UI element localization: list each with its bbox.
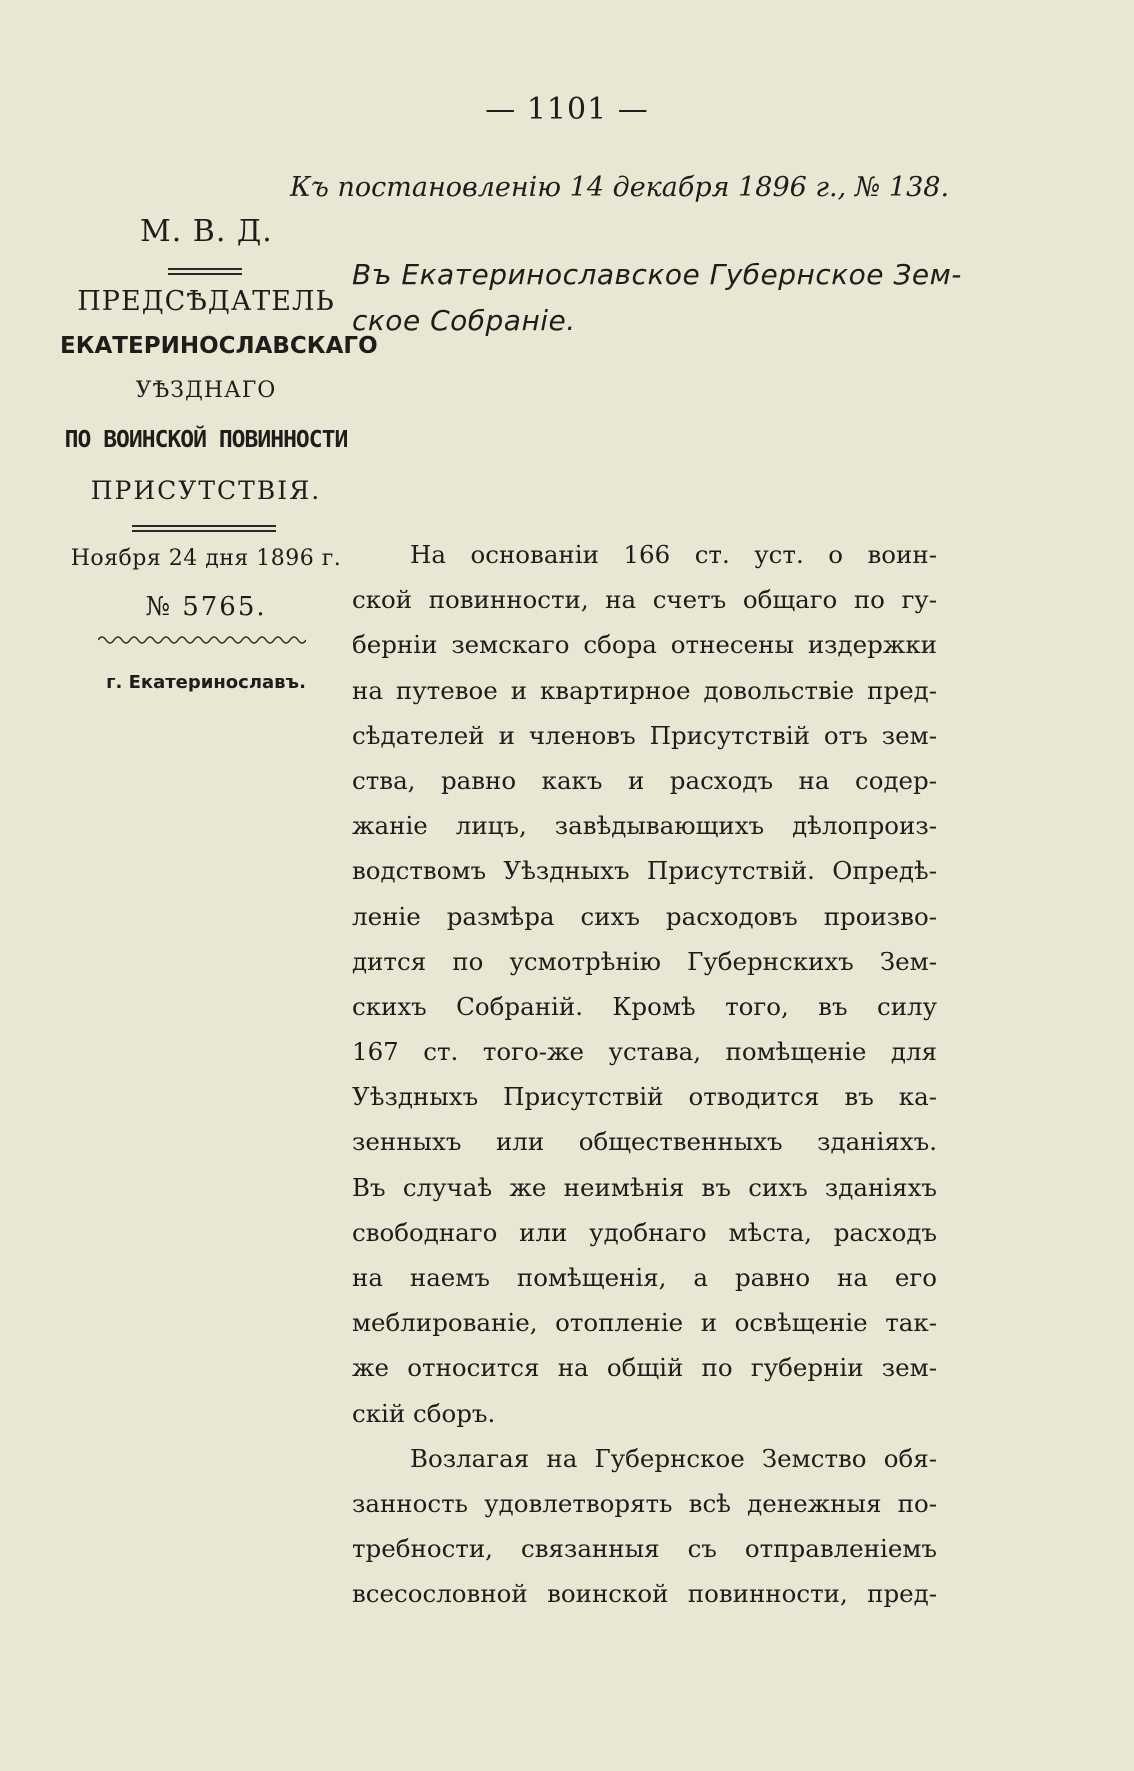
body-line: меблированіе, отопленіе и освѣщеніе так- — [352, 1308, 937, 1338]
double-rule-short — [168, 268, 242, 270]
body-line: же относится на общій по губерніи зем- — [352, 1353, 937, 1383]
sender-district: ЕКАТЕРИНОСЛАВСКАГО — [60, 333, 378, 359]
addressee-line: Въ Екатеринославское Губернское Зем- — [352, 258, 962, 291]
department-heading: М. В. Д. — [140, 214, 273, 249]
letter-number: № 5765. — [145, 592, 267, 622]
addressee — [352, 252, 962, 344]
body-line: водствомъ Уѣздныхъ Присутствій. Опредѣ- — [352, 856, 937, 886]
body-line: леніе размѣра сихъ расходовъ произво- — [352, 901, 937, 931]
body-line: на наемъ помѣщенія, а равно на его — [352, 1263, 937, 1292]
body-line: на путевое и квартирное довольствіе пред- — [352, 675, 937, 705]
letter-date: Ноября 24 дня 1896 г. — [70, 546, 342, 571]
body-line: занность удовлетворять всѣ денежныя по- — [352, 1488, 937, 1518]
letter-body — [352, 532, 937, 1617]
body-line: Возлагая на Губернское Земство обя- — [410, 1443, 937, 1473]
double-rule-divider — [132, 525, 276, 527]
body-line: требности, связанныя съ отправленіемъ — [352, 1534, 937, 1564]
body-line: 167 ст. того-же устава, помѣщеніе для — [352, 1037, 937, 1067]
reference-line: Къ постановленію 14 декабря 1896 г., № 138. — [290, 172, 950, 203]
body-line: скихъ Собраній. Кромѣ того, въ силу — [352, 991, 937, 1021]
body-line: берніи земскаго сбора отнесены издержки — [352, 630, 937, 660]
paragraph-2 — [352, 1436, 937, 1617]
body-line: Уѣздныхъ Присутствій отводится въ ка- — [352, 1082, 937, 1112]
body-line: всесословной воинской повинности, пред- — [352, 1579, 937, 1609]
body-line: ской повинности, на счетъ общаго по гу- — [352, 585, 937, 615]
body-line: свободнаго или удобнаго мѣста, расходъ — [352, 1217, 937, 1247]
letter-city: г. Екатеринославъ. — [106, 672, 306, 693]
body-line: На основаніи 166 ст. уст. о воин- — [410, 540, 937, 569]
body-line: дится по усмотрѣнію Губернскихъ Зем- — [352, 946, 937, 976]
body-line: зенныхъ или общественныхъ зданіяхъ. — [352, 1127, 937, 1157]
sender-title: ПРЕДСѢДАТЕЛЬ — [77, 286, 335, 317]
paragraph-1 — [352, 532, 937, 1436]
page-number: — 1101 — — [485, 92, 649, 127]
sender-office-end: ПРИСУТСТВІЯ. — [90, 476, 322, 505]
body-line: скій сборъ. — [352, 1398, 496, 1428]
body-line: жаніе лицъ, завѣдывающихъ дѣлопроиз- — [352, 811, 937, 841]
body-line: ства, равно какъ и расходъ на содер- — [352, 765, 937, 795]
body-line: Въ случаѣ же неимѣнія въ сихъ зданіяхъ — [352, 1172, 937, 1202]
body-line: сѣдателей и членовъ Присутствій отъ зем- — [352, 720, 937, 750]
sender-office: ПО ВОИНСКОЙ ПОВИННОСТИ — [64, 427, 348, 453]
wavy-rule — [98, 634, 306, 646]
addressee-line: ское Собраніе. — [352, 304, 576, 337]
sender-level: УѢЗДНАГО — [135, 378, 277, 403]
